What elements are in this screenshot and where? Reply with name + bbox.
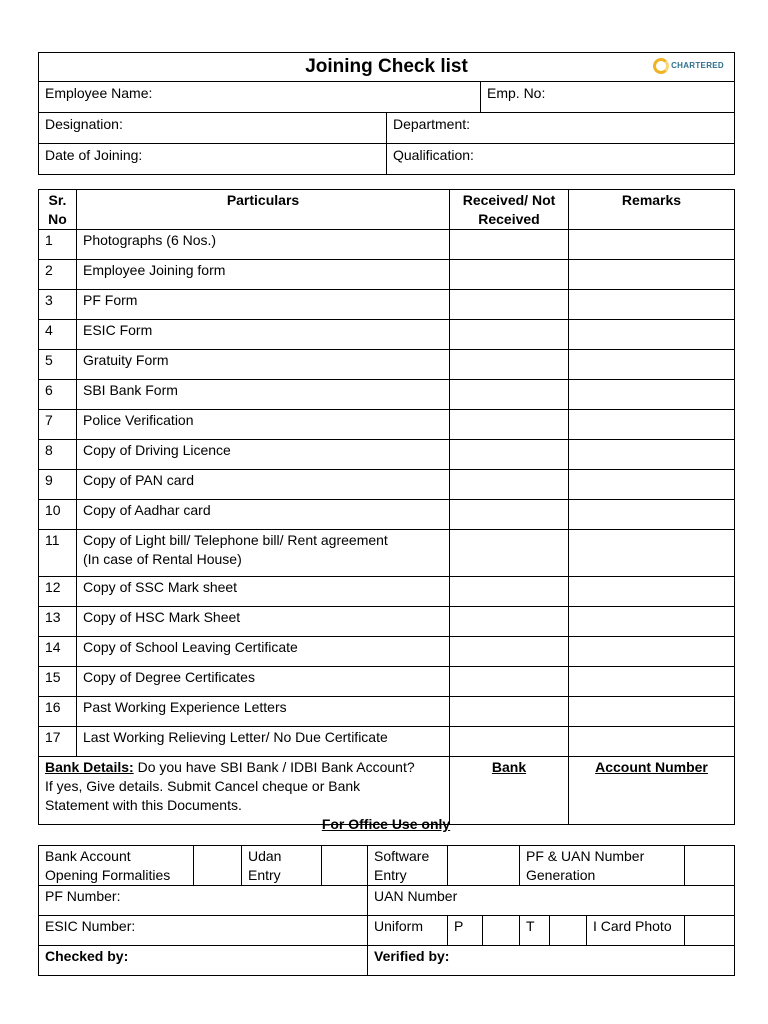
row-received-cell[interactable] [450, 260, 569, 290]
row-remarks-cell[interactable] [569, 697, 735, 727]
row-sr-no: 7 [39, 410, 77, 440]
row-received-cell[interactable] [450, 607, 569, 637]
office-row-esic [39, 916, 735, 946]
row-received-cell[interactable] [450, 697, 569, 727]
row-received-cell[interactable] [450, 667, 569, 697]
row-remarks-cell[interactable] [569, 500, 735, 530]
checklist-row [39, 260, 735, 290]
row-particular: Copy of HSC Mark Sheet [77, 607, 450, 637]
checklist-row [39, 440, 735, 470]
emp-no-field[interactable]: Emp. No: [481, 82, 735, 113]
esic-number-field[interactable]: ESIC Number: [39, 916, 368, 946]
row-particular: SBI Bank Form [77, 380, 450, 410]
office-use-title: For Office Use only [321, 816, 451, 832]
row-remarks-cell[interactable] [569, 577, 735, 607]
row-sr-no: 17 [39, 727, 77, 757]
row-particular: Copy of PAN card [77, 470, 450, 500]
employee-header-table [38, 52, 735, 175]
row-sr-no: 8 [39, 440, 77, 470]
row-remarks-cell[interactable] [569, 637, 735, 667]
uniform-p-check[interactable] [483, 916, 520, 946]
row-sr-no: 15 [39, 667, 77, 697]
row-received-cell[interactable] [450, 637, 569, 667]
row-sr-no: 5 [39, 350, 77, 380]
office-row-formalities [39, 846, 735, 886]
bank-details-instruction-2: Statement with this Documents. [45, 797, 242, 813]
checklist-row [39, 637, 735, 667]
col-header-remarks: Remarks [569, 190, 735, 230]
date-of-joining-field[interactable]: Date of Joining: [39, 144, 387, 175]
uniform-t-label: T [520, 916, 550, 946]
udan-entry-check[interactable] [322, 846, 368, 886]
bank-name-cell[interactable]: Bank [450, 757, 569, 825]
row-sr-no: 10 [39, 500, 77, 530]
row-sr-no: 2 [39, 260, 77, 290]
row-particular: Employee Joining form [77, 260, 450, 290]
uniform-label: Uniform [368, 916, 448, 946]
verified-by-field[interactable]: Verified by: [368, 946, 735, 976]
row-received-cell[interactable] [450, 500, 569, 530]
checklist-row [39, 410, 735, 440]
checked-by-field[interactable]: Checked by: [39, 946, 368, 976]
row-received-cell[interactable] [450, 380, 569, 410]
department-field[interactable]: Department: [387, 113, 735, 144]
checklist-row [39, 727, 735, 757]
checklist-row [39, 667, 735, 697]
row-remarks-cell[interactable] [569, 290, 735, 320]
row-particular: Copy of Light bill/ Telephone bill/ Rent agreement (In case of Rental House) [77, 530, 450, 577]
row-sr-no: 13 [39, 607, 77, 637]
row-received-cell[interactable] [450, 440, 569, 470]
bank-details-label: Bank Details: [45, 759, 134, 775]
row-remarks-cell[interactable] [569, 260, 735, 290]
row-remarks-cell[interactable] [569, 230, 735, 260]
bank-account-opening-check[interactable] [194, 846, 242, 886]
row-particular: Copy of School Leaving Certificate [77, 637, 450, 667]
row-particular: Photographs (6 Nos.) [77, 230, 450, 260]
row-sr-no: 11 [39, 530, 77, 577]
col-header-sr-no: Sr. No [39, 190, 77, 230]
row-particular: Gratuity Form [77, 350, 450, 380]
row-remarks-cell[interactable] [569, 440, 735, 470]
bank-account-opening-label: Bank Account Opening Formalities [39, 846, 194, 886]
designation-field[interactable]: Designation: [39, 113, 387, 144]
row-remarks-cell[interactable] [569, 380, 735, 410]
pf-uan-generation-check[interactable] [685, 846, 735, 886]
uniform-p-label: P [448, 916, 483, 946]
row-received-cell[interactable] [450, 577, 569, 607]
row-remarks-cell[interactable] [569, 350, 735, 380]
col-header-received: Received/ Not Received [450, 190, 569, 230]
row-particular: Copy of SSC Mark sheet [77, 577, 450, 607]
uan-number-field[interactable]: UAN Number [368, 886, 735, 916]
row-particular: Copy of Degree Certificates [77, 667, 450, 697]
checklist-row [39, 320, 735, 350]
row-sr-no: 6 [39, 380, 77, 410]
checklist-row [39, 230, 735, 260]
row-particular: Copy of Aadhar card [77, 500, 450, 530]
row-particular: Police Verification [77, 410, 450, 440]
icard-photo-check[interactable] [685, 916, 735, 946]
row-received-cell[interactable] [450, 290, 569, 320]
checklist-header-row [39, 190, 735, 230]
checklist-row [39, 530, 735, 577]
row-received-cell[interactable] [450, 350, 569, 380]
row-received-cell[interactable] [450, 410, 569, 440]
row-particular: Last Working Relieving Letter/ No Due Certificate [77, 727, 450, 757]
row-sr-no: 3 [39, 290, 77, 320]
row-remarks-cell[interactable] [569, 607, 735, 637]
row-remarks-cell[interactable] [569, 530, 735, 577]
row-sr-no: 9 [39, 470, 77, 500]
row-sr-no: 1 [39, 230, 77, 260]
row-remarks-cell[interactable] [569, 727, 735, 757]
row-sr-no: 4 [39, 320, 77, 350]
row-received-cell[interactable] [450, 530, 569, 577]
checklist-row [39, 697, 735, 727]
row-sr-no: 14 [39, 637, 77, 667]
logo-ring-icon [653, 58, 669, 74]
page-title: Joining Check list [305, 56, 468, 77]
checklist-row [39, 607, 735, 637]
row-received-cell[interactable] [450, 320, 569, 350]
title-cell [39, 53, 735, 82]
row-remarks-cell[interactable] [569, 470, 735, 500]
account-number-cell[interactable]: Account Number [569, 757, 735, 825]
bank-details-instruction: If yes, Give details. Submit Cancel cheque or Bank [45, 778, 361, 794]
checklist-row [39, 577, 735, 607]
checklist-row [39, 470, 735, 500]
checklist-row [39, 500, 735, 530]
icard-photo-label: I Card Photo [587, 916, 685, 946]
row-particular: Copy of Driving Licence [77, 440, 450, 470]
uniform-t-check[interactable] [550, 916, 587, 946]
row-particular: PF Form [77, 290, 450, 320]
row-particular: Past Working Experience Letters [77, 697, 450, 727]
checklist-row [39, 350, 735, 380]
software-entry-check[interactable] [448, 846, 520, 886]
row-received-cell[interactable] [450, 230, 569, 260]
qualification-field[interactable]: Qualification: [387, 144, 735, 175]
row-remarks-cell[interactable] [569, 410, 735, 440]
employee-name-field[interactable]: Employee Name: [39, 82, 481, 113]
office-row-pf [39, 886, 735, 916]
software-entry-label: Software Entry [368, 846, 448, 886]
row-remarks-cell[interactable] [569, 667, 735, 697]
row-remarks-cell[interactable] [569, 320, 735, 350]
checklist-table [38, 189, 735, 825]
checklist-row [39, 380, 735, 410]
logo-text: CHARTERED [671, 61, 724, 70]
bank-details-question: Do you have SBI Bank / IDBI Bank Account? [133, 759, 415, 775]
row-particular: ESIC Form [77, 320, 450, 350]
row-sr-no: 12 [39, 577, 77, 607]
col-header-particulars: Particulars [77, 190, 450, 230]
row-sr-no: 16 [39, 697, 77, 727]
pf-number-field[interactable]: PF Number: [39, 886, 368, 916]
office-use-table [38, 845, 735, 976]
office-row-signatures [39, 946, 735, 976]
checklist-row [39, 290, 735, 320]
row-received-cell[interactable] [450, 727, 569, 757]
company-logo [653, 56, 724, 75]
udan-entry-label: Udan Entry [242, 846, 322, 886]
row-received-cell[interactable] [450, 470, 569, 500]
pf-uan-generation-label: PF & UAN Number Generation [520, 846, 685, 886]
